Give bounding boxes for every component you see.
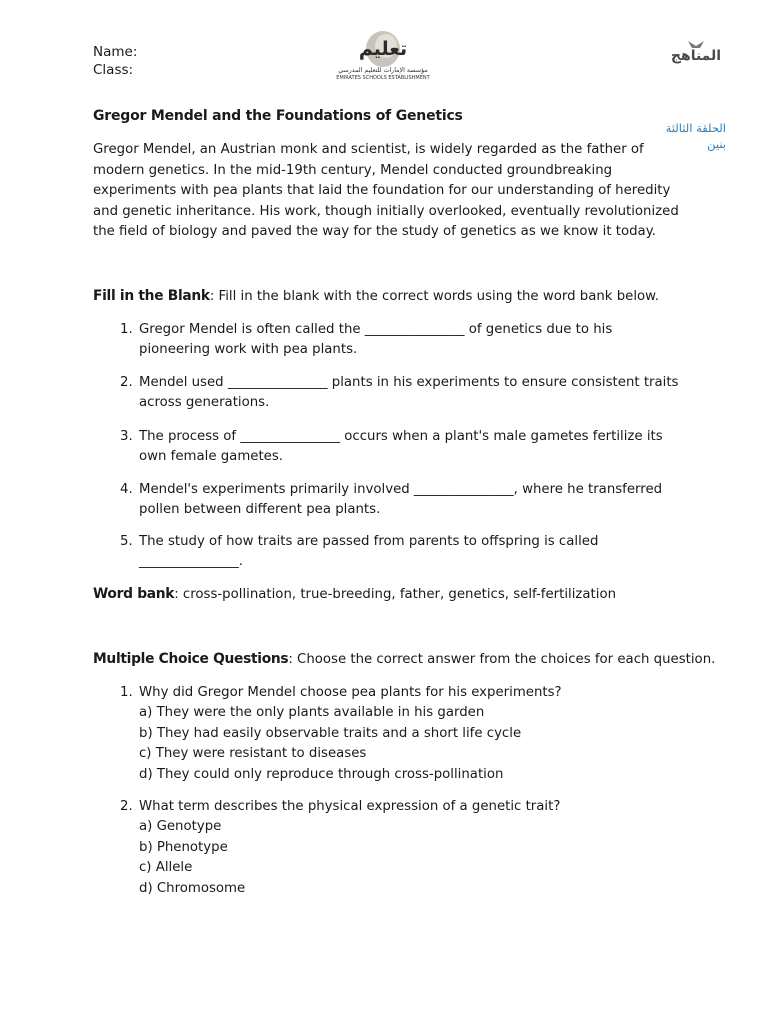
multiple-choice-title: Multiple Choice Questions [93, 651, 289, 667]
choice-d: d) Chromosome [139, 880, 246, 896]
document-title: Gregor Mendel and the Foundations of Genetics [93, 108, 463, 124]
multiple-choice-question-2 [120, 797, 680, 899]
fill-blank-question-2 [120, 373, 680, 414]
fill-blank-instruction: : Fill in the blank with the correct words using the word bank below. [209, 289, 660, 304]
word-bank-label: Word bank [93, 586, 175, 602]
question-text: Mendel used _______________ plants in his experiments to ensure consistent traits across generations. [139, 375, 679, 411]
word-bank-words: : cross-pollination, true-breeding, father, genetics, self-fertilization [174, 587, 617, 602]
question-text: Mendel's experiments primarily involved _______________, where he transferred pollen between different pea plants. [139, 482, 663, 518]
multiple-choice-heading [93, 651, 715, 667]
class-label: Class: [93, 62, 134, 78]
question-text: The study of how traits are passed from parents to offspring is called _______________. [139, 534, 599, 570]
curriculum-logo-mark [666, 38, 726, 64]
arabic-note-line-2: بنين [707, 137, 726, 151]
curriculum-logo [666, 38, 726, 64]
name-label: Name: [93, 44, 138, 60]
question-text: The process of _______________ occurs when a plant's male gametes fertilize its own female gametes. [139, 429, 663, 465]
ese-logo-english-org: EMIRATES SCHOOLS ESTABLISHMENT [336, 75, 430, 81]
question-text: Why did Gregor Mendel choose pea plants for his experiments? [139, 685, 562, 700]
choice-a: a) They were the only plants available in his garden [139, 705, 485, 721]
multiple-choice-question-1 [120, 683, 680, 785]
question-number: 1. [120, 322, 133, 337]
choice-b: b) They had easily observable traits and a short life cycle [139, 725, 522, 741]
choice-c: c) Allele [139, 860, 193, 876]
ese-logo-arabic-org: مؤسسة الإمارات للتعليم المدرسي [338, 67, 428, 74]
question-number: 2. [120, 799, 133, 814]
choice-d: d) They could only reproduce through cross-pollination [139, 766, 504, 782]
fill-blank-title: Fill in the Blank [93, 288, 210, 304]
ese-logo-arabic-word: تعليم [358, 38, 408, 60]
choice-c: c) They were resistant to diseases [139, 746, 367, 762]
fill-blank-question-5 [120, 532, 680, 573]
question-number: 2. [120, 375, 133, 390]
choice-b: b) Phenotype [139, 839, 228, 855]
multiple-choice-instruction: : Choose the correct answer from the choices for each question. [288, 652, 716, 667]
intro-paragraph: Gregor Mendel, an Austrian monk and scientist, is widely regarded as the father of modern genetics. In the mid-19th century, Mendel conducted groundbreaking experiments with pea plants that laid the foundation for our understanding of heredity and genetic inheritance. His work, though initially overlooked, eventually revolutionized the field of biology and paved the way for the study of genetics as we know it today. [93, 142, 679, 240]
arabic-note-line-1: الحلقة الثالثة [665, 121, 726, 135]
ese-logo-mark [326, 27, 440, 83]
fill-blank-question-1 [120, 320, 680, 361]
emirates-schools-logo [326, 27, 440, 83]
word-bank [93, 586, 616, 602]
fill-blank-question-4 [120, 480, 680, 521]
question-text: Gregor Mendel is often called the _______________ of genetics due to his pioneering work with pea plants. [139, 322, 613, 358]
question-number: 4. [120, 482, 133, 497]
choice-a: a) Genotype [139, 819, 222, 835]
curriculum-logo-arabic-word: المناهج [670, 48, 722, 64]
question-text: What term describes the physical expression of a genetic trait? [139, 799, 561, 814]
question-number: 5. [120, 534, 133, 549]
fill-blank-question-3 [120, 427, 680, 468]
question-number: 3. [120, 429, 133, 444]
fill-blank-heading [93, 288, 659, 304]
question-number: 1. [120, 685, 133, 700]
